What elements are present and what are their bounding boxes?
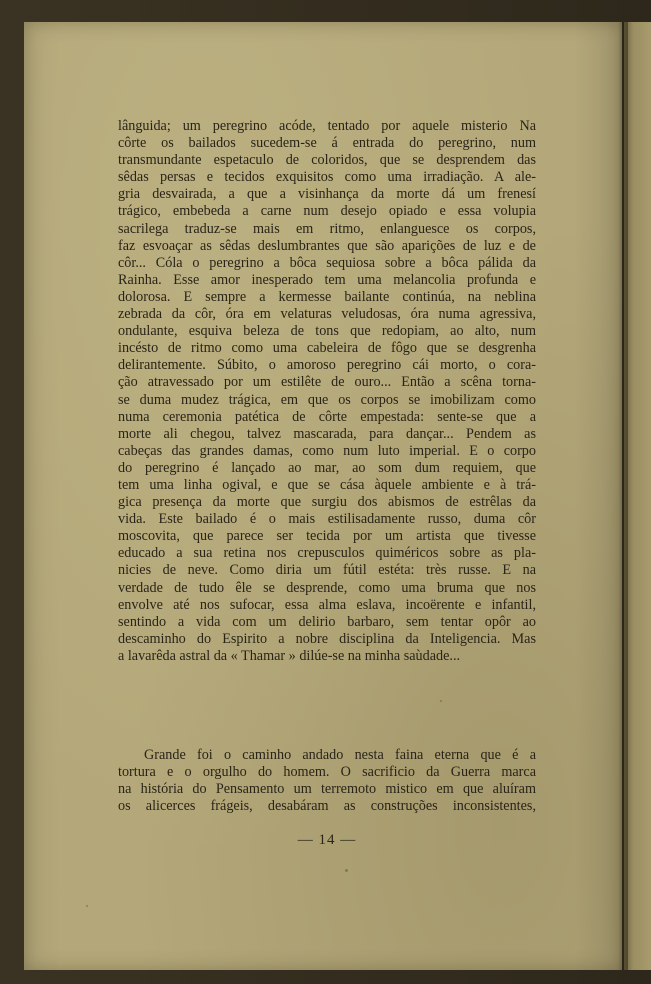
text-line: Rainha. Esse amor inesperado tem uma melancolia profunda e [118,271,536,288]
text-line: envolve até nos sufocar, essa alma eslava, incoërente e infantil, [118,596,536,613]
text-line: os alicerces frágeis, desabáram as construções inconsistentes, [118,798,536,815]
text-line: côr... Cóla o peregrino a bôca sequiosa sobre a bôca pálida da [118,254,536,271]
text-line: ondulante, esquiva beleza de tons que redopiam, ao alto, num [118,323,536,340]
next-page-edge [624,22,651,970]
paragraph-2 [118,747,536,815]
text-line: lânguida; um peregrino acóde, tentado por aquele misterio Na [118,118,536,134]
text-line: incésto de ritmo como uma cabeleira de fôgo que se desgrenha [118,340,536,357]
paper-speck [345,869,348,872]
text-line: transmundante espetaculo de coloridos, que se desprendem das [118,152,536,169]
paper-speck [440,700,442,702]
text-line: dolorosa. E sempre a kermesse bailante continúa, na neblina [118,288,536,305]
text-line: verdade de tudo êle se desprende, como uma bruma que nos [118,579,536,596]
text-line: moscovita, que parece ser tecida por um artista que tivesse [118,528,536,545]
text-line: vida. Este bailado é o mais estilisadamente russo, duma côr [118,511,536,528]
text-line: trágico, embebeda a carne num desejo opiado e essa volupia [118,203,536,220]
text-line: morte ali chegou, talvez mascarada, para dançar... Pendem as [118,425,536,442]
text-line: a lavarêda astral da « Thamar » dilúe-se na minha saùdade... [118,647,461,664]
text-line: descaminho do Espirito a nobre disciplina da Inteligencia. Mas [118,630,536,647]
text-line: faz esvoaçar as sêdas deslumbrantes que são aparições de luz e de [118,237,536,254]
text-line: gria desvairada, a que a visinhança da morte dá um frenesí [118,186,536,203]
text-line: sentindo a vida com um delirio barbaro, sem tentar opôr ao [118,613,536,630]
text-line: zebrada da côr, óra em velaturas veludosas, óra numa agressiva, [118,306,536,323]
page-edge-shadow [618,22,628,970]
text-line: tortura e o orgulho do homem. O sacrificio da Guerra marca [118,764,536,781]
paper-speck [86,905,88,907]
text-line: ção atravessado por um estilête de ouro... Então a scêna torna- [118,374,536,391]
text-line: do peregrino é lançado ao mar, ao som dum requiem, que [118,459,536,476]
paragraph-1 [118,118,536,665]
text-line: Grande foi o caminho andado nesta faina eterna que é a [144,747,536,763]
page-number: — 14 — [297,832,357,848]
text-line: sêdas persas e tecidos exquisitos como uma irradiação. A ale- [118,169,536,186]
text-line: nicies de neve. Como diria um fútil estéta: très russe. E na [118,562,536,579]
text-line: se duma mudez trágica, em que os corpos se imobilizam como [118,391,536,408]
text-line: gica presença da morte que surgiu dos abismos de estrêlas da [118,494,536,511]
text-line: cabeças das grandes damas, como num luto imperial. E o corpo [118,442,536,459]
text-line: numa ceremonia patética de côrte empestada: sente-se que a [118,408,536,425]
text-line: na história do Pensamento um terremoto mistico em que aluíram [118,781,536,798]
text-line: côrte os bailados sucedem-se á entrada do peregrino, num [118,135,536,152]
text-line: educado a sua retina nos crepusculos quiméricos sobre as pla- [118,545,536,562]
text-line: tem uma linha ogival, e que se cása àquele ambiente e à trá- [118,476,536,493]
text-line: delirantemente. Súbito, o amoroso peregrino cái morto, o cora- [118,357,536,374]
text-line: sacrilega traduz-se mais em ritmo, enlanguesce os corpos, [118,220,536,237]
